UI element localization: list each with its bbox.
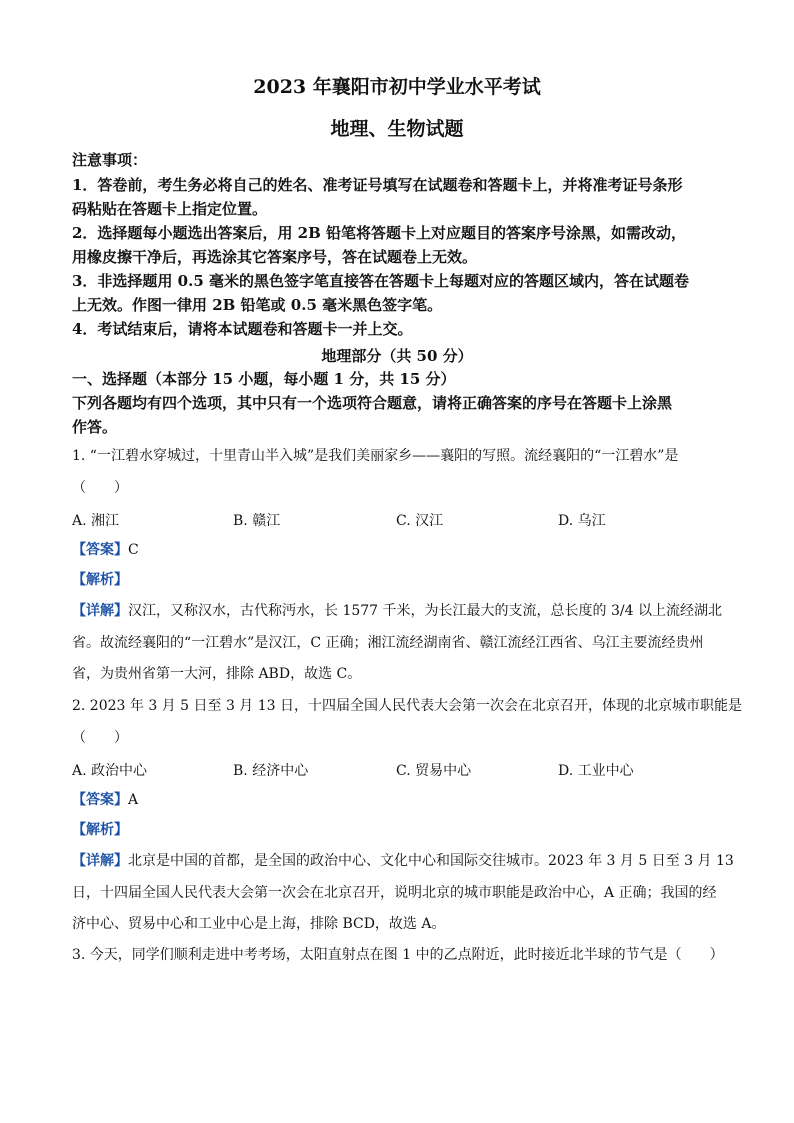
q1-option-a: A. 湘江 bbox=[72, 513, 120, 529]
q2-detail-line-2: 日，十四届全国人民代表大会第一次会在北京召开，说明北京的城市职能是政治中心，A 正确；我国的经 bbox=[72, 885, 717, 901]
q1-detail-line-2: 省。故流经襄阳的“一江碧水”是汉江，C 正确；湘江流经湖南省、赣江流经江西省、乌江主要流经贵州 bbox=[72, 635, 704, 651]
answer-label: 【答案】 bbox=[72, 542, 128, 558]
instructions-line-2: 作答。 bbox=[72, 418, 118, 436]
analysis-label: 【解析】 bbox=[72, 822, 128, 838]
q3-stem-line-1: 3. 今天，同学们顺利走进中考考场，太阳直射点在图 1 中的乙点附近，此时接近北半球的节气是（ ） bbox=[72, 947, 724, 963]
q1-option-d: D. 乌江 bbox=[558, 513, 606, 529]
detail-label: 【详解】 bbox=[72, 603, 128, 619]
answer-label: 【答案】 bbox=[72, 792, 128, 808]
q1-answer-row bbox=[72, 540, 732, 560]
q2-option-c: C. 贸易中心 bbox=[396, 763, 472, 779]
q1-detail-line-3: 省，为贵州省第一大河，排除 ABD，故选 C。 bbox=[72, 666, 362, 682]
note-2-line-1: 2．选择题每小题选出答案后，用 2B 铅笔将答题卡上对应题目的答案序号涂黑，如需改动， bbox=[72, 224, 687, 242]
part-heading: 一、选择题（本部分 15 小题，每小题 1 分，共 15 分） bbox=[72, 370, 456, 388]
q1-detail-line-1: 【详解】汉江，又称汉水，古代称沔水，长 1577 千米，为长江最大的支流，总长度的 3/4 以上流经湖北 bbox=[72, 603, 722, 619]
detail-label: 【详解】 bbox=[72, 853, 128, 869]
exam-subtitle: 地理、生物试题 bbox=[330, 118, 464, 140]
exam-title: 2023 年襄阳市初中学业水平考试 bbox=[253, 76, 541, 98]
q1-option-b: B. 赣江 bbox=[233, 513, 281, 529]
q1-option-c: C. 汉江 bbox=[396, 513, 444, 529]
q2-stem-line-2: （ ） bbox=[72, 730, 128, 746]
note-2-line-2: 用橡皮擦干净后，再选涂其它答案序号，答在试题卷上无效。 bbox=[72, 248, 478, 266]
notes-heading: 注意事项： bbox=[72, 151, 148, 169]
analysis-label: 【解析】 bbox=[72, 572, 128, 588]
section-title: 地理部分（共 50 分） bbox=[321, 347, 473, 365]
q2-answer-row bbox=[72, 790, 732, 810]
note-1-line-1: 1．答卷前，考生务必将自己的姓名、准考证号填写在试题卷和答题卡上，并将准考证号条形 bbox=[72, 176, 683, 194]
q2-option-a: A. 政治中心 bbox=[72, 763, 148, 779]
q1-analysis-row bbox=[72, 570, 732, 590]
note-3-line-2: 上无效。作图一律用 2B 铅笔或 0.5 毫米黑色签字笔。 bbox=[72, 296, 443, 314]
q2-detail-line-1: 【详解】北京是中国的首都，是全国的政治中心、文化中心和国际交往城市。2023 年 3 月 5 日至 3 月 13 bbox=[72, 853, 734, 869]
q2-analysis-row bbox=[72, 820, 732, 840]
q1-answer-value: C bbox=[128, 542, 139, 558]
note-3-line-1: 3．非选择题用 0.5 毫米的黑色签字笔直接答在答题卡上每题对应的答题区域内，答在试题卷 bbox=[72, 272, 689, 290]
q1-stem-line-1: 1. “一江碧水穿城过，十里青山半入城”是我们美丽家乡——襄阳的写照。流经襄阳的“一江碧水”是 bbox=[72, 448, 679, 464]
note-1-line-2: 码粘贴在答题卡上指定位置。 bbox=[72, 200, 268, 218]
instructions-line-1: 下列各题均有四个选项，其中只有一个选项符合题意，请将正确答案的序号在答题卡上涂黑 bbox=[72, 394, 673, 412]
q2-option-d: D. 工业中心 bbox=[558, 763, 634, 779]
note-4: 4．考试结束后，请将本试题卷和答题卡一并上交。 bbox=[72, 320, 413, 338]
q2-stem-line-1: 2. 2023 年 3 月 5 日至 3 月 13 日，十四届全国人民代表大会第一次会在北京召开，体现的北京城市职能是 bbox=[72, 698, 743, 714]
q2-answer-value: A bbox=[128, 792, 139, 808]
q1-stem-line-2: （ ） bbox=[72, 480, 128, 496]
q2-option-b: B. 经济中心 bbox=[233, 763, 309, 779]
q2-detail-line-3: 济中心、贸易中心和工业中心是上海，排除 BCD，故选 A。 bbox=[72, 916, 446, 932]
